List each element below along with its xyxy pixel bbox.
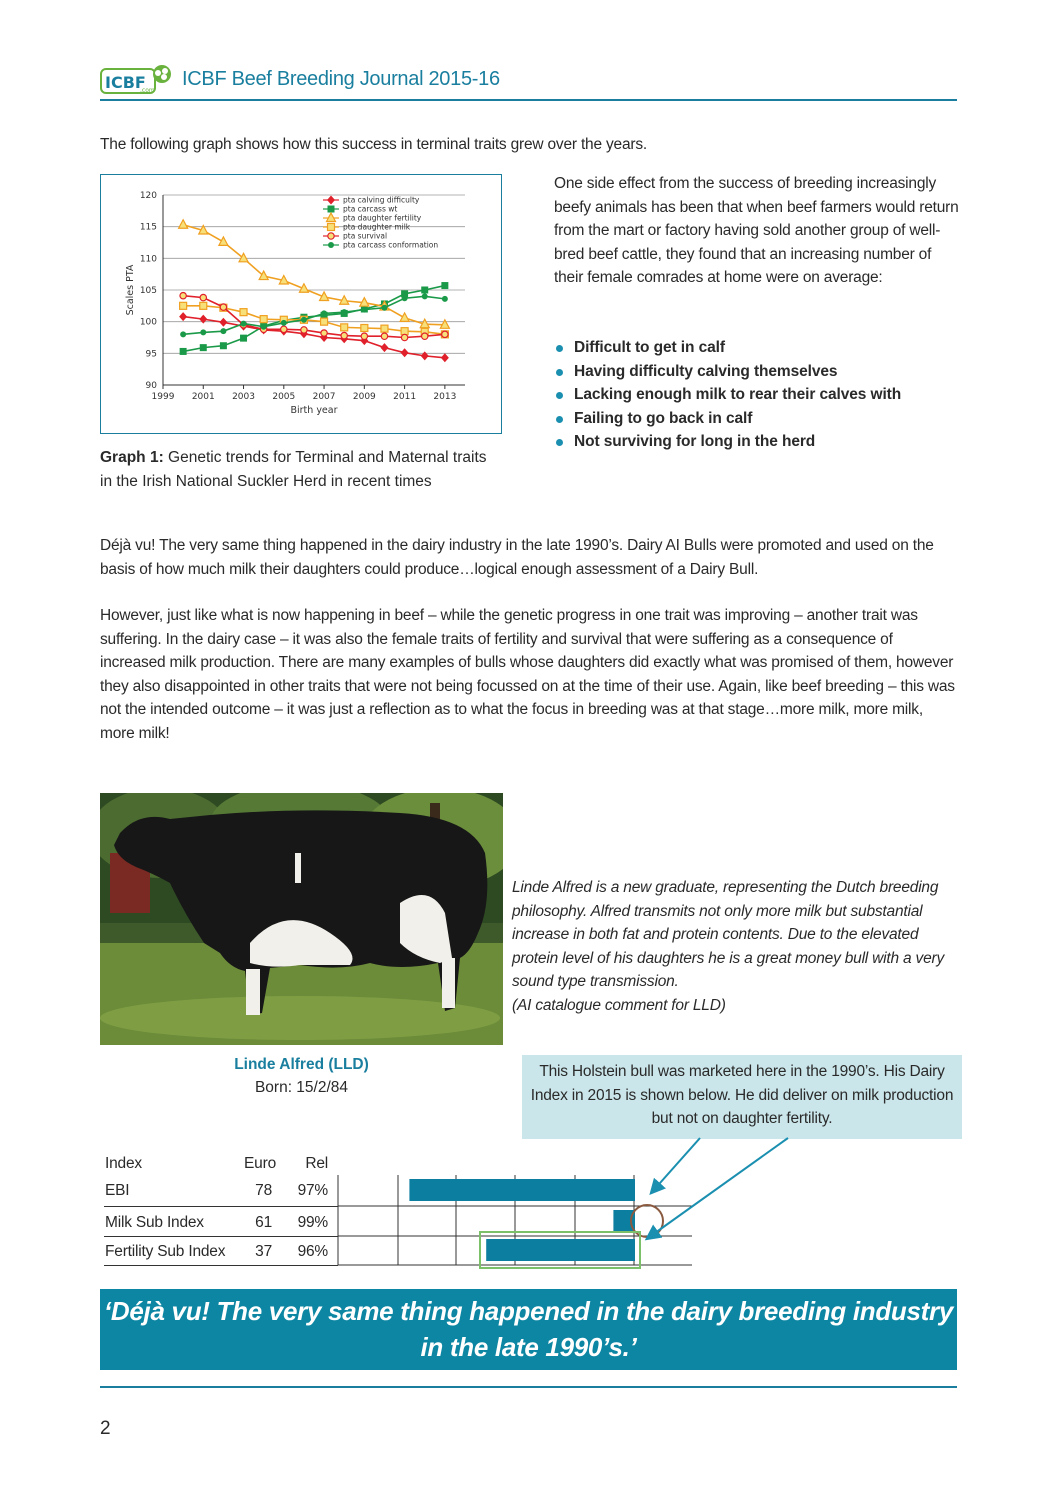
data-point — [361, 307, 367, 313]
data-point — [381, 305, 387, 311]
x-tick-label: 2013 — [433, 392, 457, 402]
data-point — [401, 328, 408, 335]
ebi-euro: 78 — [255, 1182, 272, 1199]
data-point — [381, 325, 388, 332]
bull-name: Linde Alfred (LLD) — [234, 1056, 369, 1073]
graph-caption-label: Graph 1: — [100, 449, 164, 466]
fertility-arrow-icon — [648, 1138, 788, 1238]
data-point — [200, 344, 207, 351]
legend-marker — [328, 242, 334, 248]
data-point — [200, 329, 206, 335]
x-tick-label: 2009 — [352, 392, 376, 402]
data-point — [401, 348, 409, 357]
data-point — [301, 317, 307, 323]
euro-header: Euro — [244, 1155, 276, 1172]
legend-label: pta survival — [343, 231, 388, 241]
svg-text:ICBF: ICBF — [105, 73, 146, 92]
x-tick-label: 2007 — [312, 392, 336, 402]
index-bar-0 — [409, 1179, 635, 1201]
data-point — [421, 287, 428, 294]
side-effect-text: One side effect from the success of breeding increasingly beefy animals has been that when beef farmers would return from the mart or factory having sold another group of well-bred beef cattle, they found that an increasing number of their female comrades at home were on average: — [554, 175, 959, 286]
data-point — [180, 293, 186, 299]
data-point — [200, 302, 207, 309]
fertility-index-euro: 37 — [255, 1243, 272, 1260]
data-point — [301, 327, 307, 333]
legend-marker — [328, 233, 334, 239]
x-tick-label: 2005 — [272, 392, 296, 402]
index-bars — [409, 1179, 635, 1261]
graph-caption-text: Genetic trends for Terminal and Maternal traits in the Irish National Suckler Herd in recent times — [100, 449, 487, 490]
data-point — [402, 295, 408, 301]
journal-title: ICBF Beef Breeding Journal 2015-16 — [182, 68, 500, 90]
ebi-rel: 97% — [297, 1182, 328, 1199]
data-point — [219, 237, 228, 246]
x-tick-label: 1999 — [151, 392, 175, 402]
index-bar-2 — [486, 1239, 635, 1261]
data-point — [422, 293, 428, 299]
x-tick-label: 2011 — [393, 392, 417, 402]
data-point — [441, 282, 448, 289]
table-row-divider — [104, 1206, 338, 1207]
data-point — [179, 220, 188, 229]
fertility-index-rel: 96% — [297, 1243, 328, 1260]
data-point — [442, 296, 448, 302]
data-point — [281, 326, 287, 332]
data-point — [199, 315, 207, 324]
header-rule — [100, 99, 957, 101]
legend-label: pta carcass wt — [343, 204, 398, 214]
data-point — [361, 325, 368, 332]
bullet-dot-icon — [556, 439, 563, 446]
milk-arrow-icon — [652, 1138, 700, 1192]
table-row-divider — [104, 1265, 338, 1266]
data-point — [220, 304, 226, 310]
y-tick-label: 105 — [139, 286, 157, 296]
data-point — [341, 309, 347, 315]
graph-caption — [100, 446, 500, 494]
y-tick-label: 120 — [139, 191, 157, 201]
genetic-trends-chart — [101, 175, 501, 433]
x-axis-title: Birth year — [290, 405, 338, 416]
rel-header: Rel — [305, 1155, 328, 1172]
data-point — [239, 253, 248, 262]
index-header: Index — [105, 1155, 142, 1172]
callout-arrows — [620, 1136, 810, 1246]
data-point — [180, 302, 187, 309]
x-tick-label: 2003 — [232, 392, 255, 402]
data-point — [241, 321, 247, 327]
page-number: 2 — [100, 1418, 111, 1439]
legend-marker — [327, 213, 336, 222]
catalogue-quote: Linde Alfred is a new graduate, representing the Dutch breeding philosophy. Alfred transmits not only more milk but substantial increase in both fat and protein contents. Due to the elevated protein level of his daughters he is a great money bull with a very sound type transmission. (AI catalogue comment for LLD) — [512, 879, 945, 1014]
bull-born-date: Born: 15/2/84 — [254, 1079, 349, 1096]
dairy-case-paragraph: However, just like what is now happening in beef – while the genetic progress in one trait was improving – another trait was suffering. In the dairy case – it was also the female traits of fertility and survival that were suffering as a consequence of increased milk production. There are many examples of bulls whose daughters did exactly what was promised of them, however they also disappointed in other traits that were not being focussed on at the time of their use. Again, like beef breeding – this was not the intended outcome – it was just a reflection as to what the focus in breeding was at that stage…more milk, more milk, more milk! — [100, 607, 955, 742]
y-tick-label: 115 — [139, 222, 157, 233]
legend-label: pta daughter milk — [343, 222, 411, 232]
milk-index-rel: 99% — [297, 1214, 328, 1231]
legend-label: pta carcass conformation — [343, 240, 439, 250]
bullet-item: Having difficulty calving themselves — [554, 360, 901, 384]
data-point — [381, 333, 387, 339]
data-point — [441, 353, 449, 362]
bullet-item: Lacking enough milk to rear their calves with — [554, 383, 901, 407]
intro-text: The following graph shows how this success in terminal traits grew over the years. — [100, 136, 648, 153]
data-point — [220, 328, 226, 334]
legend-label: pta daughter fertility — [343, 213, 422, 223]
data-point — [260, 316, 267, 323]
data-point — [180, 331, 186, 337]
data-point — [200, 294, 206, 300]
data-point — [321, 310, 327, 316]
bullet-dot-icon — [556, 416, 563, 423]
pull-quote-banner: ‘Déjà vu! The very same thing happened in the dairy breeding industry in the late 1990’s.’ — [100, 1289, 957, 1370]
bullet-item: Failing to go back in calf — [554, 407, 901, 431]
x-tick-label: 2001 — [191, 392, 215, 402]
svg-text:.com: .com — [140, 87, 155, 94]
bullet-item: Not surviving for long in the herd — [554, 430, 901, 454]
bull-photo — [100, 793, 503, 1045]
bullet-item: Difficult to get in calf — [554, 336, 901, 360]
data-point — [321, 318, 328, 325]
legend-marker — [328, 224, 335, 231]
data-point — [341, 332, 347, 338]
milk-index-label: Milk Sub Index — [105, 1214, 204, 1231]
data-point — [361, 333, 367, 339]
bullet-dot-icon — [556, 392, 563, 399]
y-tick-label: 110 — [139, 254, 157, 265]
data-point — [421, 351, 429, 360]
data-point — [240, 309, 247, 316]
data-point — [321, 330, 327, 336]
footer-rule — [100, 1386, 957, 1388]
fertility-index-label: Fertility Sub Index — [105, 1243, 226, 1260]
y-tick-label: 90 — [145, 381, 157, 391]
data-point — [261, 324, 267, 330]
data-point — [281, 320, 287, 326]
legend-marker — [328, 206, 335, 213]
data-point — [180, 348, 187, 355]
legend-marker — [327, 196, 335, 205]
data-point — [219, 318, 227, 327]
data-point — [380, 343, 388, 352]
bullet-dot-icon — [556, 369, 563, 376]
icbf-logo — [100, 64, 174, 96]
data-point — [341, 324, 348, 331]
table-row-divider — [104, 1236, 338, 1237]
data-point — [442, 331, 448, 337]
bullet-dot-icon — [556, 345, 563, 352]
legend-label: pta calving difficulty — [343, 195, 420, 205]
data-point — [400, 313, 409, 322]
data-point — [179, 312, 187, 321]
data-point — [401, 334, 407, 340]
trait-bullet-list — [554, 336, 901, 454]
milk-index-euro: 61 — [255, 1214, 272, 1231]
y-axis-title: Scales PTA — [125, 264, 136, 316]
y-tick-label: 100 — [139, 317, 157, 328]
data-point — [240, 335, 247, 342]
callout-box: This Holstein bull was marketed here in the 1990’s. His Dairy Index in 2015 is shown below. He did deliver on milk production but not on daughter fertility. — [522, 1055, 962, 1139]
data-point — [220, 342, 227, 349]
deja-vu-paragraph: Déjà vu! The very same thing happened in the dairy industry in the late 1990’s. Dairy AI Bulls were promoted and used on the basis of how much milk their daughters could produce…logical enough assessment of a Dairy Bull. — [100, 537, 934, 578]
y-tick-label: 95 — [145, 349, 157, 360]
ebi-label: EBI — [105, 1182, 130, 1199]
data-point — [422, 333, 428, 339]
